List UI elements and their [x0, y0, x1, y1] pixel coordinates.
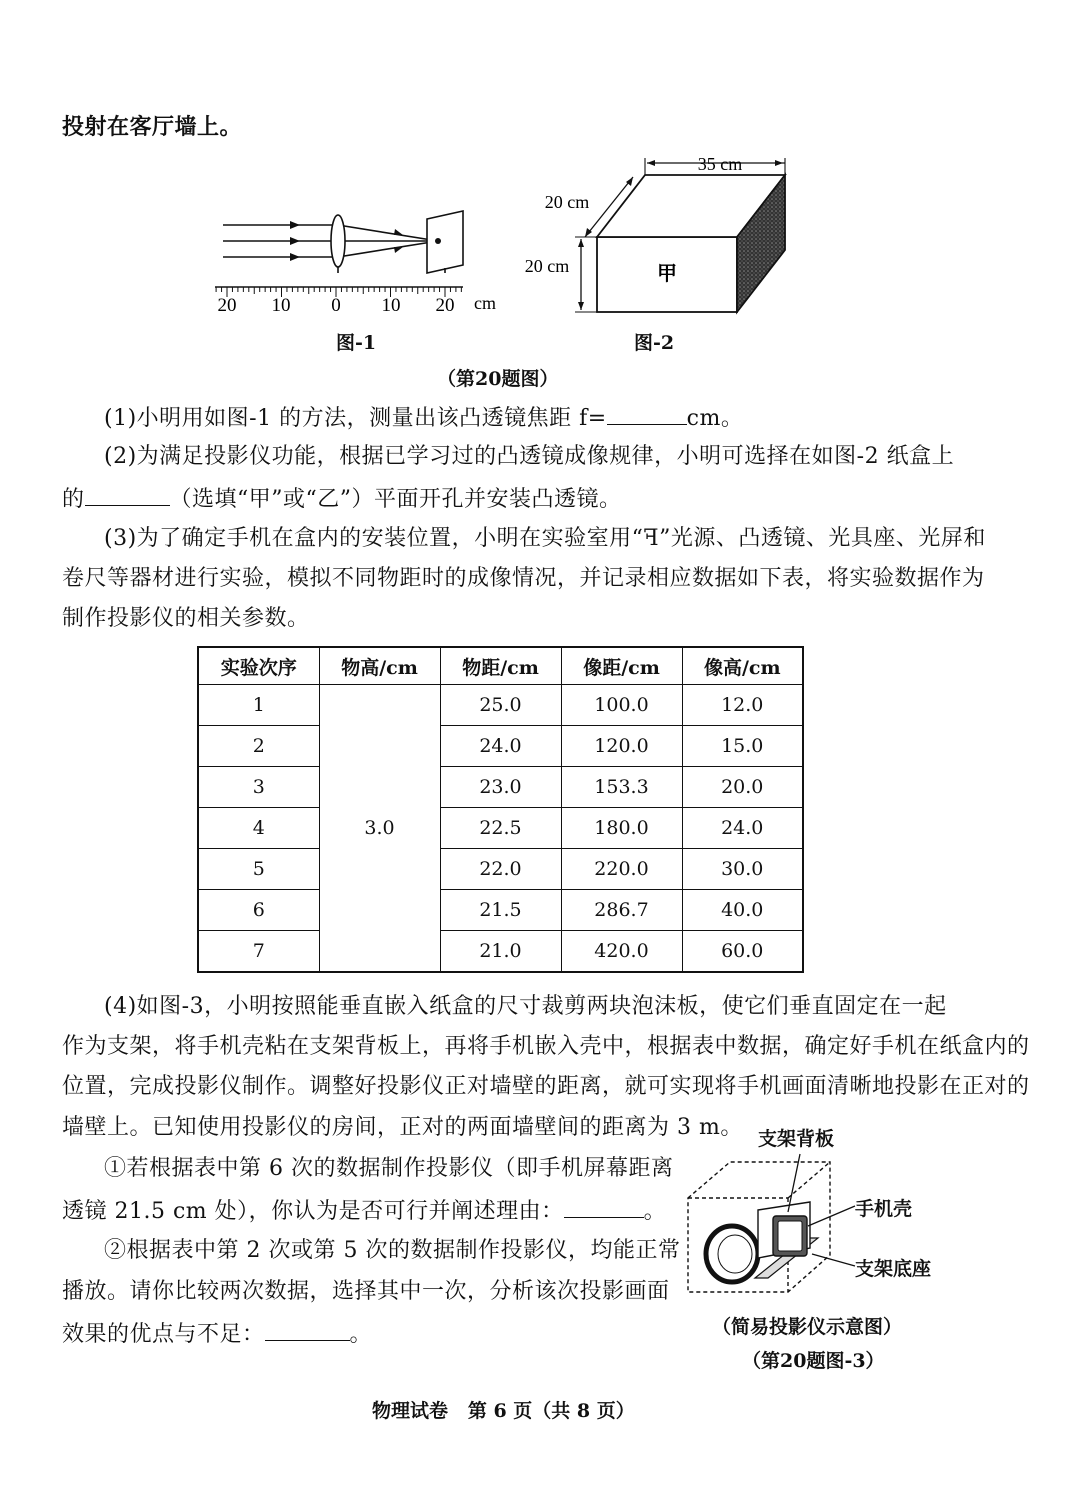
lens-ring	[706, 1226, 758, 1282]
question-4-sub1-line-2	[62, 1197, 666, 1225]
cell-trial: 4	[198, 808, 319, 849]
answer-blank-face[interactable]	[85, 485, 170, 506]
answer-blank-analysis[interactable]	[265, 1320, 350, 1341]
leader-base	[812, 1254, 855, 1266]
convex-lens	[331, 215, 345, 267]
question-4-line-3: 位置，完成投影仪制作。调整好投影仪正对墙壁的距离，就可实现将手机画面清晰地投影在正对的	[62, 1074, 1030, 1099]
cell-object-height: 3.0	[319, 685, 440, 973]
cell-image-height: 20.0	[682, 767, 803, 808]
table-row	[198, 808, 803, 849]
cell-image-distance: 153.3	[561, 767, 682, 808]
header-trial: 实验次序	[198, 647, 319, 685]
sub1-text: 透镜 21.5 cm 处），你认为是否可行并阐述理由：	[62, 1199, 564, 1224]
ruler-label: 10	[381, 295, 401, 316]
ray-arrow-converge-top	[394, 229, 403, 235]
question-2-line-2	[62, 485, 622, 513]
height-dimension-label: 20 cm	[524, 256, 570, 276]
question-2-text-b: （选填“甲”或“乙”）平面开孔并安装凸透镜。	[169, 487, 622, 512]
cell-trial: 7	[198, 931, 319, 973]
table-row	[198, 767, 803, 808]
cell-image-height: 24.0	[682, 808, 803, 849]
question-2-text-a: 的	[62, 487, 85, 512]
label-backboard: 支架背板	[758, 1128, 835, 1150]
question-3-line-2: 卷尺等器材进行实验，模拟不同物距时的成像情况，并记录相应数据如下表，将实验数据作为	[62, 566, 985, 591]
figure-2-box-diagram	[515, 150, 805, 320]
table-row	[198, 685, 803, 726]
dimension-arrow	[775, 160, 783, 166]
top-dimension-label: 35 cm	[697, 154, 743, 174]
dimension-arrow	[578, 302, 584, 310]
lens-inner	[718, 1235, 752, 1273]
question-1-text: (1)小明用如图-1 的方法，测量出该凸透镜焦距 f=	[104, 406, 607, 431]
dimension-arrow	[647, 160, 655, 166]
cell-image-height: 40.0	[682, 890, 803, 931]
cell-image-height: 12.0	[682, 685, 803, 726]
cell-image-distance: 180.0	[561, 808, 682, 849]
cell-image-height: 15.0	[682, 726, 803, 767]
table-row	[198, 726, 803, 767]
header-object-distance: 物距/cm	[440, 647, 561, 685]
cell-trial: 5	[198, 849, 319, 890]
table-header-row	[198, 647, 803, 685]
leader-phone-case	[808, 1206, 855, 1226]
figure-3-caption: （简易投影仪示意图）	[712, 1316, 903, 1338]
question-4-line-2: 作为支架，将手机壳粘在支架背板上，再将手机嵌入壳中，根据表中数据，确定好手机在纸盒内的	[62, 1034, 1030, 1059]
cell-object-distance: 21.5	[440, 890, 561, 931]
figure-3-number: （第20题图-3）	[742, 1350, 885, 1372]
question-1	[104, 404, 743, 432]
answer-blank-feasibility[interactable]	[564, 1197, 644, 1218]
question-4-sub1-line-1: ①若根据表中第 6 次的数据制作投影仪（即手机屏幕距离	[104, 1156, 674, 1181]
page-footer: 物理试卷 第 6 页（共 8 页）	[372, 1400, 635, 1422]
table-row	[198, 890, 803, 931]
answer-blank-focal-length[interactable]	[607, 404, 687, 425]
ray-arrow-middle	[290, 237, 300, 245]
cell-trial: 2	[198, 726, 319, 767]
table-row	[198, 849, 803, 890]
experiment-data-table	[197, 646, 804, 973]
ruler-unit: cm	[474, 293, 496, 313]
cell-image-distance: 420.0	[561, 931, 682, 973]
ray-arrow-bottom	[290, 253, 300, 261]
light-screen	[427, 211, 463, 273]
dimension-arrow	[578, 239, 584, 247]
label-stand-base: 支架底座	[855, 1258, 932, 1280]
ray-arrow-converge-bottom	[394, 247, 403, 253]
figure-1-caption: 图-1	[336, 332, 377, 354]
question-4-sub2-line-2: 播放。请你比较两次数据，选择其中一次，分析该次投影画面	[62, 1279, 670, 1304]
figure-2-caption: 图-2	[634, 332, 675, 354]
depth-dimension-label: 20 cm	[544, 192, 590, 212]
cell-object-distance: 21.0	[440, 931, 561, 973]
header-image-distance: 像距/cm	[561, 647, 682, 685]
question-1-unit: cm。	[686, 406, 744, 431]
ray-bottom-refracted	[338, 241, 438, 257]
ruler-label: 20	[217, 295, 237, 316]
table-row	[198, 931, 803, 973]
cell-object-distance: 22.5	[440, 808, 561, 849]
question-4-sub2-line-1: ②根据表中第 2 次或第 5 次的数据制作投影仪，均能正常	[104, 1238, 681, 1263]
ruler-label: 10	[271, 295, 291, 316]
sub1-period: 。	[643, 1199, 667, 1224]
ray-arrow-top	[290, 221, 300, 229]
cell-image-distance: 100.0	[561, 685, 682, 726]
intro-line: 投射在客厅墙上。	[62, 114, 243, 140]
cell-image-distance: 120.0	[561, 726, 682, 767]
sub2-period: 。	[349, 1322, 373, 1347]
cell-object-distance: 22.0	[440, 849, 561, 890]
question-4-line-4: 墙壁上。已知使用投影仪的房间，正对的两面墙壁间的距离为 3 m。	[62, 1115, 743, 1140]
ray-top-refracted	[338, 225, 438, 241]
question-2-line-1: (2)为满足投影仪功能，根据已学习过的凸透镜成像规律，小明可选择在如图-2 纸盒上	[104, 444, 955, 469]
question-4-line-1: (4)如图-3，小明按照能垂直嵌入纸盒的尺寸裁剪两块泡沫板，使它们垂直固定在一起	[104, 994, 947, 1019]
cell-object-distance: 23.0	[440, 767, 561, 808]
cell-trial: 3	[198, 767, 319, 808]
face-label-jia: 甲	[657, 261, 677, 285]
cell-object-distance: 25.0	[440, 685, 561, 726]
cell-image-distance: 220.0	[561, 849, 682, 890]
cell-object-distance: 24.0	[440, 726, 561, 767]
figure-1-lens-diagram	[205, 195, 515, 325]
ruler-label: 0	[331, 295, 341, 316]
sub2-text: 效果的优点与不足：	[62, 1322, 265, 1347]
question-3-line-3: 制作投影仪的相关参数。	[62, 606, 310, 631]
phone-screen	[778, 1221, 802, 1251]
header-image-height: 像高/cm	[682, 647, 803, 685]
label-phone-case: 手机壳	[855, 1198, 913, 1220]
cell-image-distance: 286.7	[561, 890, 682, 931]
figure-group-caption: （第20题图）	[437, 368, 559, 390]
header-object-height: 物高/cm	[319, 647, 440, 685]
cell-image-height: 30.0	[682, 849, 803, 890]
question-4-sub2-line-3	[62, 1320, 372, 1348]
cell-trial: 6	[198, 890, 319, 931]
ruler-label: 20	[435, 295, 455, 316]
figure-3-projector-diagram	[680, 1150, 860, 1310]
focal-point	[435, 238, 441, 244]
cell-trial: 1	[198, 685, 319, 726]
question-3-line-1: (3)为了确定手机在盒内的安装位置，小明在实验室用“ꟻ”光源、凸透镜、光具座、光屏和	[104, 526, 986, 551]
cell-image-height: 60.0	[682, 931, 803, 973]
